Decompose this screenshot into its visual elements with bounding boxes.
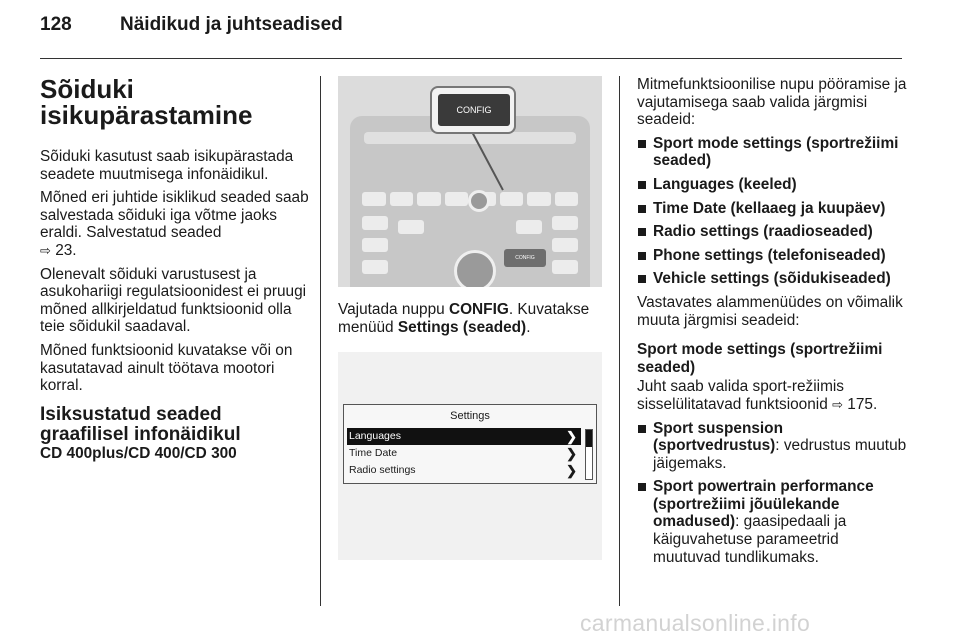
settings-menu	[343, 404, 597, 484]
paragraph-keys	[40, 189, 310, 259]
column-divider-1	[320, 76, 321, 606]
model-line: CD 400plus/CD 400/CD 300	[40, 444, 237, 462]
console-button	[362, 260, 388, 274]
paragraph-intro: Sõiduki kasutust saab isikupärastada seadete muutmisega infonäidikul.	[40, 148, 294, 183]
column-right	[637, 76, 907, 572]
paragraph-keys-text: Mõned eri juhtide isiklikud seaded saab salvestada sõiduki iga võtme jaoks eraldi. Salvestatud seaded	[40, 189, 309, 242]
paragraph-submenu-intro: Vastavates alammenüüdes on võimalik muuta järgmisi seadeid:	[637, 293, 903, 329]
header-divider	[40, 58, 902, 59]
page-number: 128	[40, 14, 72, 35]
list-item: Sport mode settings (sportrežiimi seaded)	[637, 135, 907, 170]
page-title: Näidikud ja juhtseadised	[120, 14, 343, 35]
paragraph-keys-ref: 23.	[55, 241, 77, 259]
list-item: Vehicle settings (sõidukiseaded)	[637, 270, 907, 288]
chevron-right-icon: ❯	[566, 446, 577, 462]
config-button: CONFIG	[504, 249, 546, 267]
bullet-square-icon	[638, 181, 646, 189]
config-callout-label: CONFIG	[438, 94, 510, 126]
page-header	[40, 14, 343, 44]
settings-menu-item-radio: Radio settings ❯	[349, 463, 577, 479]
watermark: carmanualsonline.info	[580, 610, 811, 636]
console-button	[552, 216, 578, 230]
paragraph-equipment: Olenevalt sõiduki varustusest ja asukohariigi regulatsioonidest ei pruugi mõned allkirjeldatud funktsioonid olla teie sõidukil saadaval.	[40, 265, 307, 336]
page-reference-icon: ⇨	[40, 242, 51, 258]
console-button	[516, 220, 542, 234]
page-reference-icon: ⇨	[832, 396, 843, 412]
bullet-square-icon	[638, 140, 646, 148]
config-callout	[430, 86, 516, 134]
list-item: Phone settings (telefoniseaded)	[637, 247, 907, 265]
column-middle	[338, 76, 604, 560]
bullet-square-icon	[638, 425, 646, 433]
chevron-right-icon: ❯	[566, 429, 577, 445]
console-button	[362, 216, 388, 230]
console-button	[398, 220, 424, 234]
section-heading-line2: isikupärastamine	[40, 100, 253, 130]
settings-list	[637, 135, 907, 288]
list-item: Sport powertrain performance (sportrežiimi jõuülekande omadused): gaasipedaali ja käiguvahetuse parameetrid muutuvad tundlikumaks.	[637, 478, 907, 566]
subheading-graphic-display: Isiksustatud seaded graafilisel infonäidikul	[40, 403, 241, 445]
console-button	[552, 260, 578, 274]
sport-mode-heading: Sport mode settings (sportrežiimi seaded)	[637, 341, 883, 376]
bullet-square-icon	[638, 275, 646, 283]
settings-screen-illustration	[338, 352, 602, 560]
settings-menu-item-languages: Languages ❯	[347, 428, 581, 445]
sport-mode-text: Juht saab valida sport-režiimis sisselülitatavad funktsioonid ⇨ 175.	[637, 378, 878, 413]
column-divider-2	[619, 76, 620, 606]
settings-scrollbar	[585, 429, 593, 480]
sport-options-list	[637, 420, 907, 567]
bullet-square-icon	[638, 228, 646, 236]
column-left	[40, 76, 310, 468]
list-item: Sport suspension (sportvedrustus): vedrustus muutub jäigemaks.	[637, 420, 907, 473]
console-button	[552, 238, 578, 252]
multifunction-knob	[454, 250, 496, 287]
settings-menu-title: Settings	[450, 410, 490, 423]
bullet-square-icon	[638, 205, 646, 213]
center-console-panel	[350, 116, 590, 287]
list-item: Time Date (kellaaeg ja kuupäev)	[637, 200, 907, 218]
list-item: Radio settings (raadioseaded)	[637, 223, 907, 241]
bullet-square-icon	[638, 483, 646, 491]
volume-knob	[468, 190, 490, 212]
scrollbar-thumb	[586, 430, 592, 447]
section-heading-line1: Sõiduki	[40, 74, 134, 104]
section-heading	[40, 76, 310, 128]
settings-menu-item-time-date: Time Date ❯	[349, 446, 577, 462]
bullet-square-icon	[638, 252, 646, 260]
paragraph-engine: Mõned funktsioonid kuvatakse või on kasutatavad ainult töötava mootori korral.	[40, 341, 293, 395]
dashboard-photo	[338, 76, 602, 287]
caption-config: Vajutada nuppu CONFIG. Kuvatakse menüüd Settings (seaded).	[338, 301, 590, 336]
chevron-right-icon: ❯	[566, 463, 577, 479]
console-button	[362, 238, 388, 252]
paragraph-selection-intro: Mitmefunktsioonilise nupu pööramise ja vajutamisega saab valida järgmisi seadeid:	[637, 76, 907, 129]
list-item: Languages (keeled)	[637, 176, 907, 194]
